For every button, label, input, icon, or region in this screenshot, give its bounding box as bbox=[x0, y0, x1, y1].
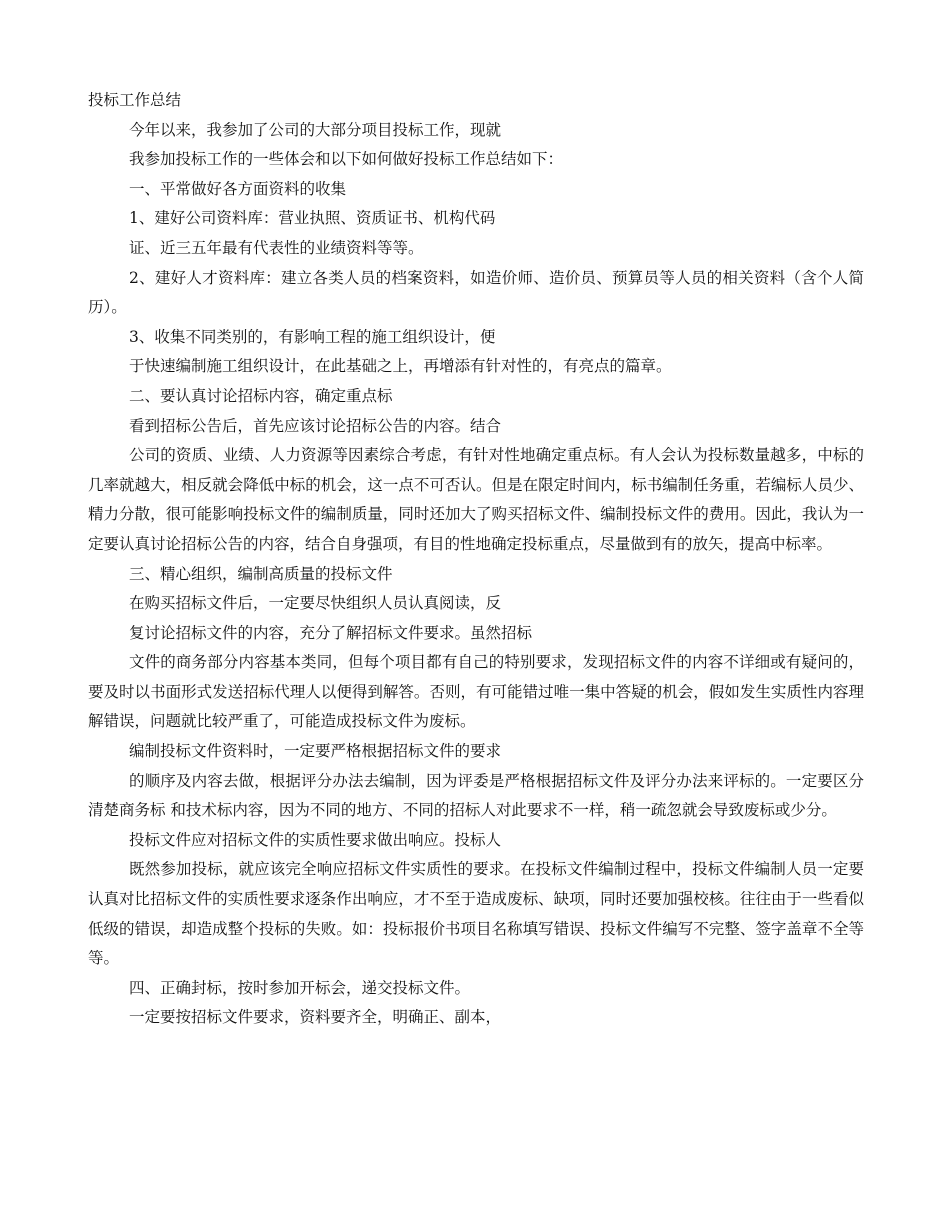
paragraph: 证、近三五年最有代表性的业绩资料等等。 bbox=[129, 238, 424, 257]
paragraph: 投标文件应对招标文件的实质性要求做出响应。投标人 bbox=[129, 830, 502, 849]
document-page bbox=[88, 86, 864, 1033]
section-heading: 一、平常做好各方面资料的收集 bbox=[129, 179, 347, 198]
paragraph: 的顺序及内容去做，根据评分办法去编制，因为评委是严格根据招标文件及评分办法来评标的。一定要区分清楚商务标 和技术标内容，因为不同的地方、不同的招标人对此要求不一样，稍一疏忽就会导致废标或少分。 bbox=[88, 771, 864, 820]
paragraph: 编制投标文件资料时，一定要严格根据招标文件的要求 bbox=[129, 742, 502, 761]
paragraph: 公司的资质、业绩、人力资源等因素综合考虑，有针对性地确定重点标。有人会认为投标数量越多，中标的几率就越大，相反就会降低中标的机会，这一点不可否认。但是在限定时间内，标书编制任务重，若编标人员少、精力分散，很可能影响投标文件的编制质量，同时还加大了购买招标文件、编制投标文件的费用。因此，我认为一定要认真讨论招标公告的内容，结合自身强项，有目的性地确定投标重点，尽量做到有的放矢，提高中标率。 bbox=[88, 446, 864, 553]
paragraph: 文件的商务部分内容基本类同，但每个项目都有自己的特别要求，发现招标文件的内容不详细或有疑问的，要及时以书面形式发送招标代理人以便得到解答。否则，有可能错过唯一集中答疑的机会，假如发生实质性内容理解错误，问题就比较严重了，可能造成投标文件为废标。 bbox=[88, 653, 864, 731]
document-title: 投标工作总结 bbox=[88, 91, 182, 109]
section-heading: 二、要认真讨论招标内容，确定重点标 bbox=[129, 386, 393, 405]
paragraph: 在购买招标文件后，一定要尽快组织人员认真阅读，反 bbox=[129, 594, 502, 613]
paragraph: 今年以来，我参加了公司的大部分项目投标工作，现就 bbox=[129, 120, 502, 139]
paragraph: 2、建好人才资料库：建立各类人员的档案资料，如造价师、造价员、预算员等人员的相关资料（含个人简历）。 bbox=[88, 268, 864, 317]
paragraph: 1、建好公司资料库：营业执照、资质证书、机构代码 bbox=[129, 209, 496, 228]
paragraph: 我参加投标工作的一些体会和以下如何做好投标工作总结如下： bbox=[129, 150, 564, 169]
paragraph: 一定要按招标文件要求，资料要齐全，明确正、副本， bbox=[129, 1008, 502, 1027]
paragraph: 既然参加投标，就应该完全响应招标文件实质性的要求。在投标文件编制过程中，投标文件编制人员一定要认真对比招标文件的实质性要求逐条作出响应，才不至于造成废标、缺项，同时还要加强校核。往往由于一些看似低级的错误，却造成整个投标的失败。如：投标报价书项目名称填写错误、投标文件编写不完整、签字盖章不全等等。 bbox=[88, 860, 864, 968]
paragraph: 于快速编制施工组织设计，在此基础之上，再增添有针对性的，有亮点的篇章。 bbox=[129, 357, 672, 376]
paragraph: 3、收集不同类别的，有影响工程的施工组织设计，便 bbox=[129, 327, 496, 346]
section-heading: 四、正确封标，按时参加开标会，递交投标文件。 bbox=[129, 978, 471, 997]
paragraph: 复讨论招标文件的内容，充分了解招标文件要求。虽然招标 bbox=[129, 623, 533, 642]
paragraph: 看到招标公告后，首先应该讨论招标公告的内容。结合 bbox=[129, 416, 502, 435]
section-heading: 三、精心组织，编制高质量的投标文件 bbox=[129, 564, 393, 583]
